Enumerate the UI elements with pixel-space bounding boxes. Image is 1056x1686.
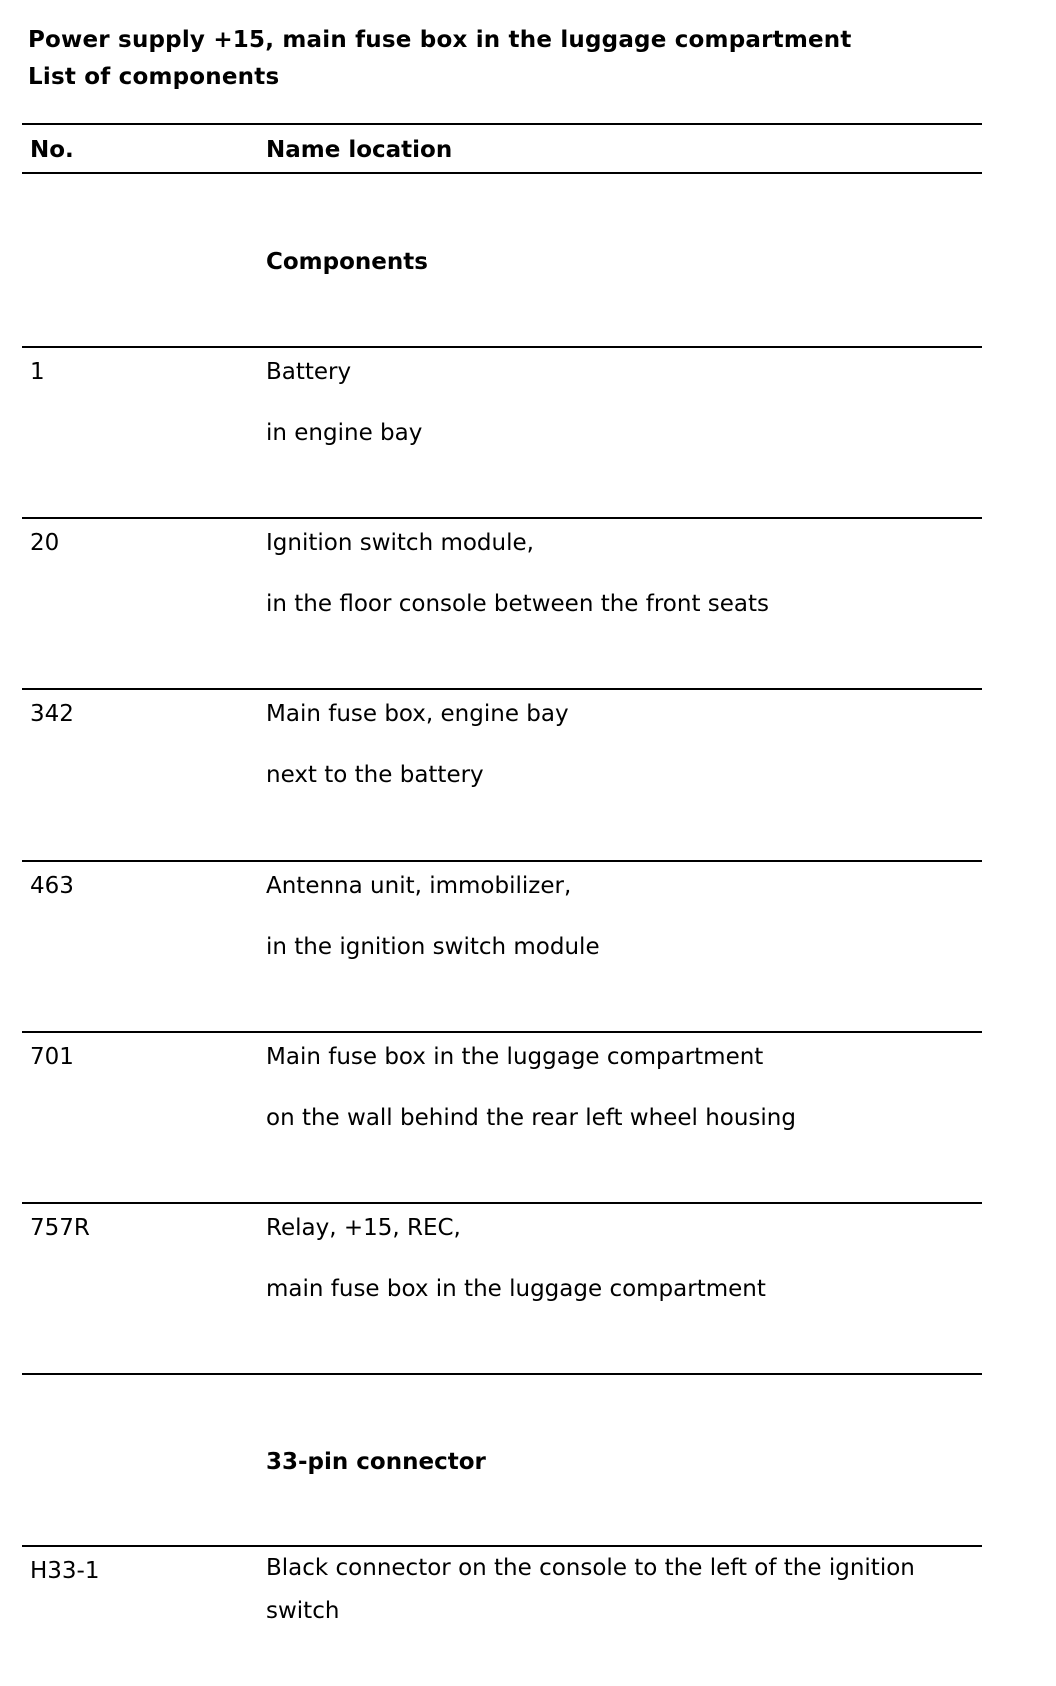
component-name: Relay, +15, REC, bbox=[266, 1215, 461, 1241]
section-heading-components: Components bbox=[266, 249, 428, 275]
component-number: 463 bbox=[30, 873, 74, 899]
row-divider bbox=[22, 517, 982, 519]
row-divider bbox=[22, 860, 982, 862]
component-name: Antenna unit, immobilizer, bbox=[266, 873, 572, 899]
component-name: Ignition switch module, bbox=[266, 530, 534, 556]
document-subtitle: List of components bbox=[28, 64, 280, 90]
connector-number: H33-1 bbox=[30, 1558, 100, 1584]
column-header-name-location: Name location bbox=[266, 137, 453, 163]
row-divider bbox=[22, 1202, 982, 1204]
document-title: Power supply +15, main fuse box in the luggage compartment bbox=[28, 27, 852, 53]
component-location: next to the battery bbox=[266, 762, 484, 788]
component-name: Battery bbox=[266, 359, 352, 385]
component-location: in engine bay bbox=[266, 420, 423, 446]
component-location: in the ignition switch module bbox=[266, 934, 600, 960]
column-header-number: No. bbox=[30, 137, 74, 163]
component-number: 757R bbox=[30, 1215, 90, 1241]
component-number: 701 bbox=[30, 1044, 74, 1070]
row-divider bbox=[22, 688, 982, 690]
table-top-rule bbox=[22, 123, 982, 125]
header-bottom-rule bbox=[22, 172, 982, 174]
component-number: 342 bbox=[30, 701, 74, 727]
row-divider bbox=[22, 1031, 982, 1033]
component-number: 1 bbox=[30, 359, 45, 385]
component-number: 20 bbox=[30, 530, 60, 556]
row-divider bbox=[22, 346, 982, 348]
component-name: Main fuse box in the luggage compartment bbox=[266, 1044, 764, 1070]
component-location: in the floor console between the front seats bbox=[266, 591, 770, 617]
component-location: main fuse box in the luggage compartment bbox=[266, 1276, 766, 1302]
section-heading-33-pin-connector: 33-pin connector bbox=[266, 1449, 486, 1475]
component-location: on the wall behind the rear left wheel housing bbox=[266, 1105, 796, 1131]
connector-description: Black connector on the console to the left of the ignition switch bbox=[266, 1555, 915, 1624]
row-divider bbox=[22, 1373, 982, 1375]
component-name: Main fuse box, engine bay bbox=[266, 701, 569, 727]
